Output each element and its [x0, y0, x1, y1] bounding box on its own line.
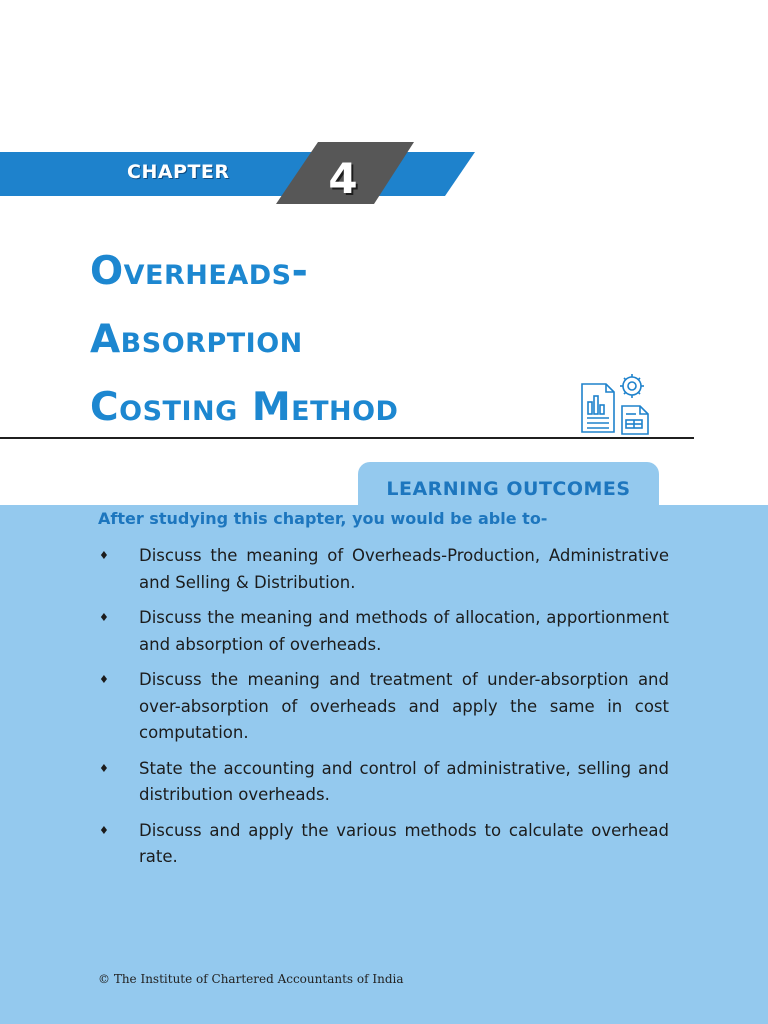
- outcome-text: State the accounting and control of administrative, selling and distribution overheads.: [139, 758, 669, 804]
- copyright-footer: © The Institute of Chartered Accountants of India: [98, 972, 404, 986]
- outcome-text: Discuss the meaning and methods of allocation, apportionment and absorption of overheads.: [139, 608, 669, 654]
- outcome-text: Discuss the meaning of Overheads-Production, Administrative and Selling & Distribution.: [139, 546, 669, 592]
- diamond-bullet-icon: ♦: [99, 673, 109, 686]
- chapter-title-line-3: Costing Method: [90, 385, 399, 430]
- diamond-bullet-icon: ♦: [99, 611, 109, 624]
- list-item: [99, 543, 669, 596]
- chapter-banner: [0, 152, 475, 196]
- list-item: [99, 605, 669, 658]
- chapter-banner-shape: [0, 142, 475, 206]
- outcome-text: Discuss and apply the various methods to calculate overhead rate.: [139, 820, 669, 866]
- title-divider: [0, 437, 694, 439]
- chapter-title-line-2: Absorption: [90, 317, 303, 362]
- chapter-label: CHAPTER: [127, 161, 230, 183]
- diamond-bullet-icon: ♦: [99, 549, 109, 562]
- costing-document-icon: [578, 372, 652, 436]
- learning-outcomes-intro: After studying this chapter, you would be able to-: [98, 509, 548, 528]
- diamond-bullet-icon: ♦: [99, 761, 109, 775]
- learning-outcomes-list: [99, 543, 669, 880]
- learning-outcomes-heading: LEARNING OUTCOMES: [386, 478, 631, 500]
- diamond-bullet-icon: ♦: [99, 823, 109, 837]
- outcome-text: Discuss the meaning and treatment of under-absorption and over-absorption of overheads and apply the same in cost computation.: [139, 670, 669, 742]
- list-item: [99, 756, 669, 809]
- list-item: [99, 667, 669, 747]
- list-item: [99, 818, 669, 871]
- chapter-title-line-1: Overheads-: [90, 249, 309, 294]
- chapter-number: 4: [328, 154, 358, 203]
